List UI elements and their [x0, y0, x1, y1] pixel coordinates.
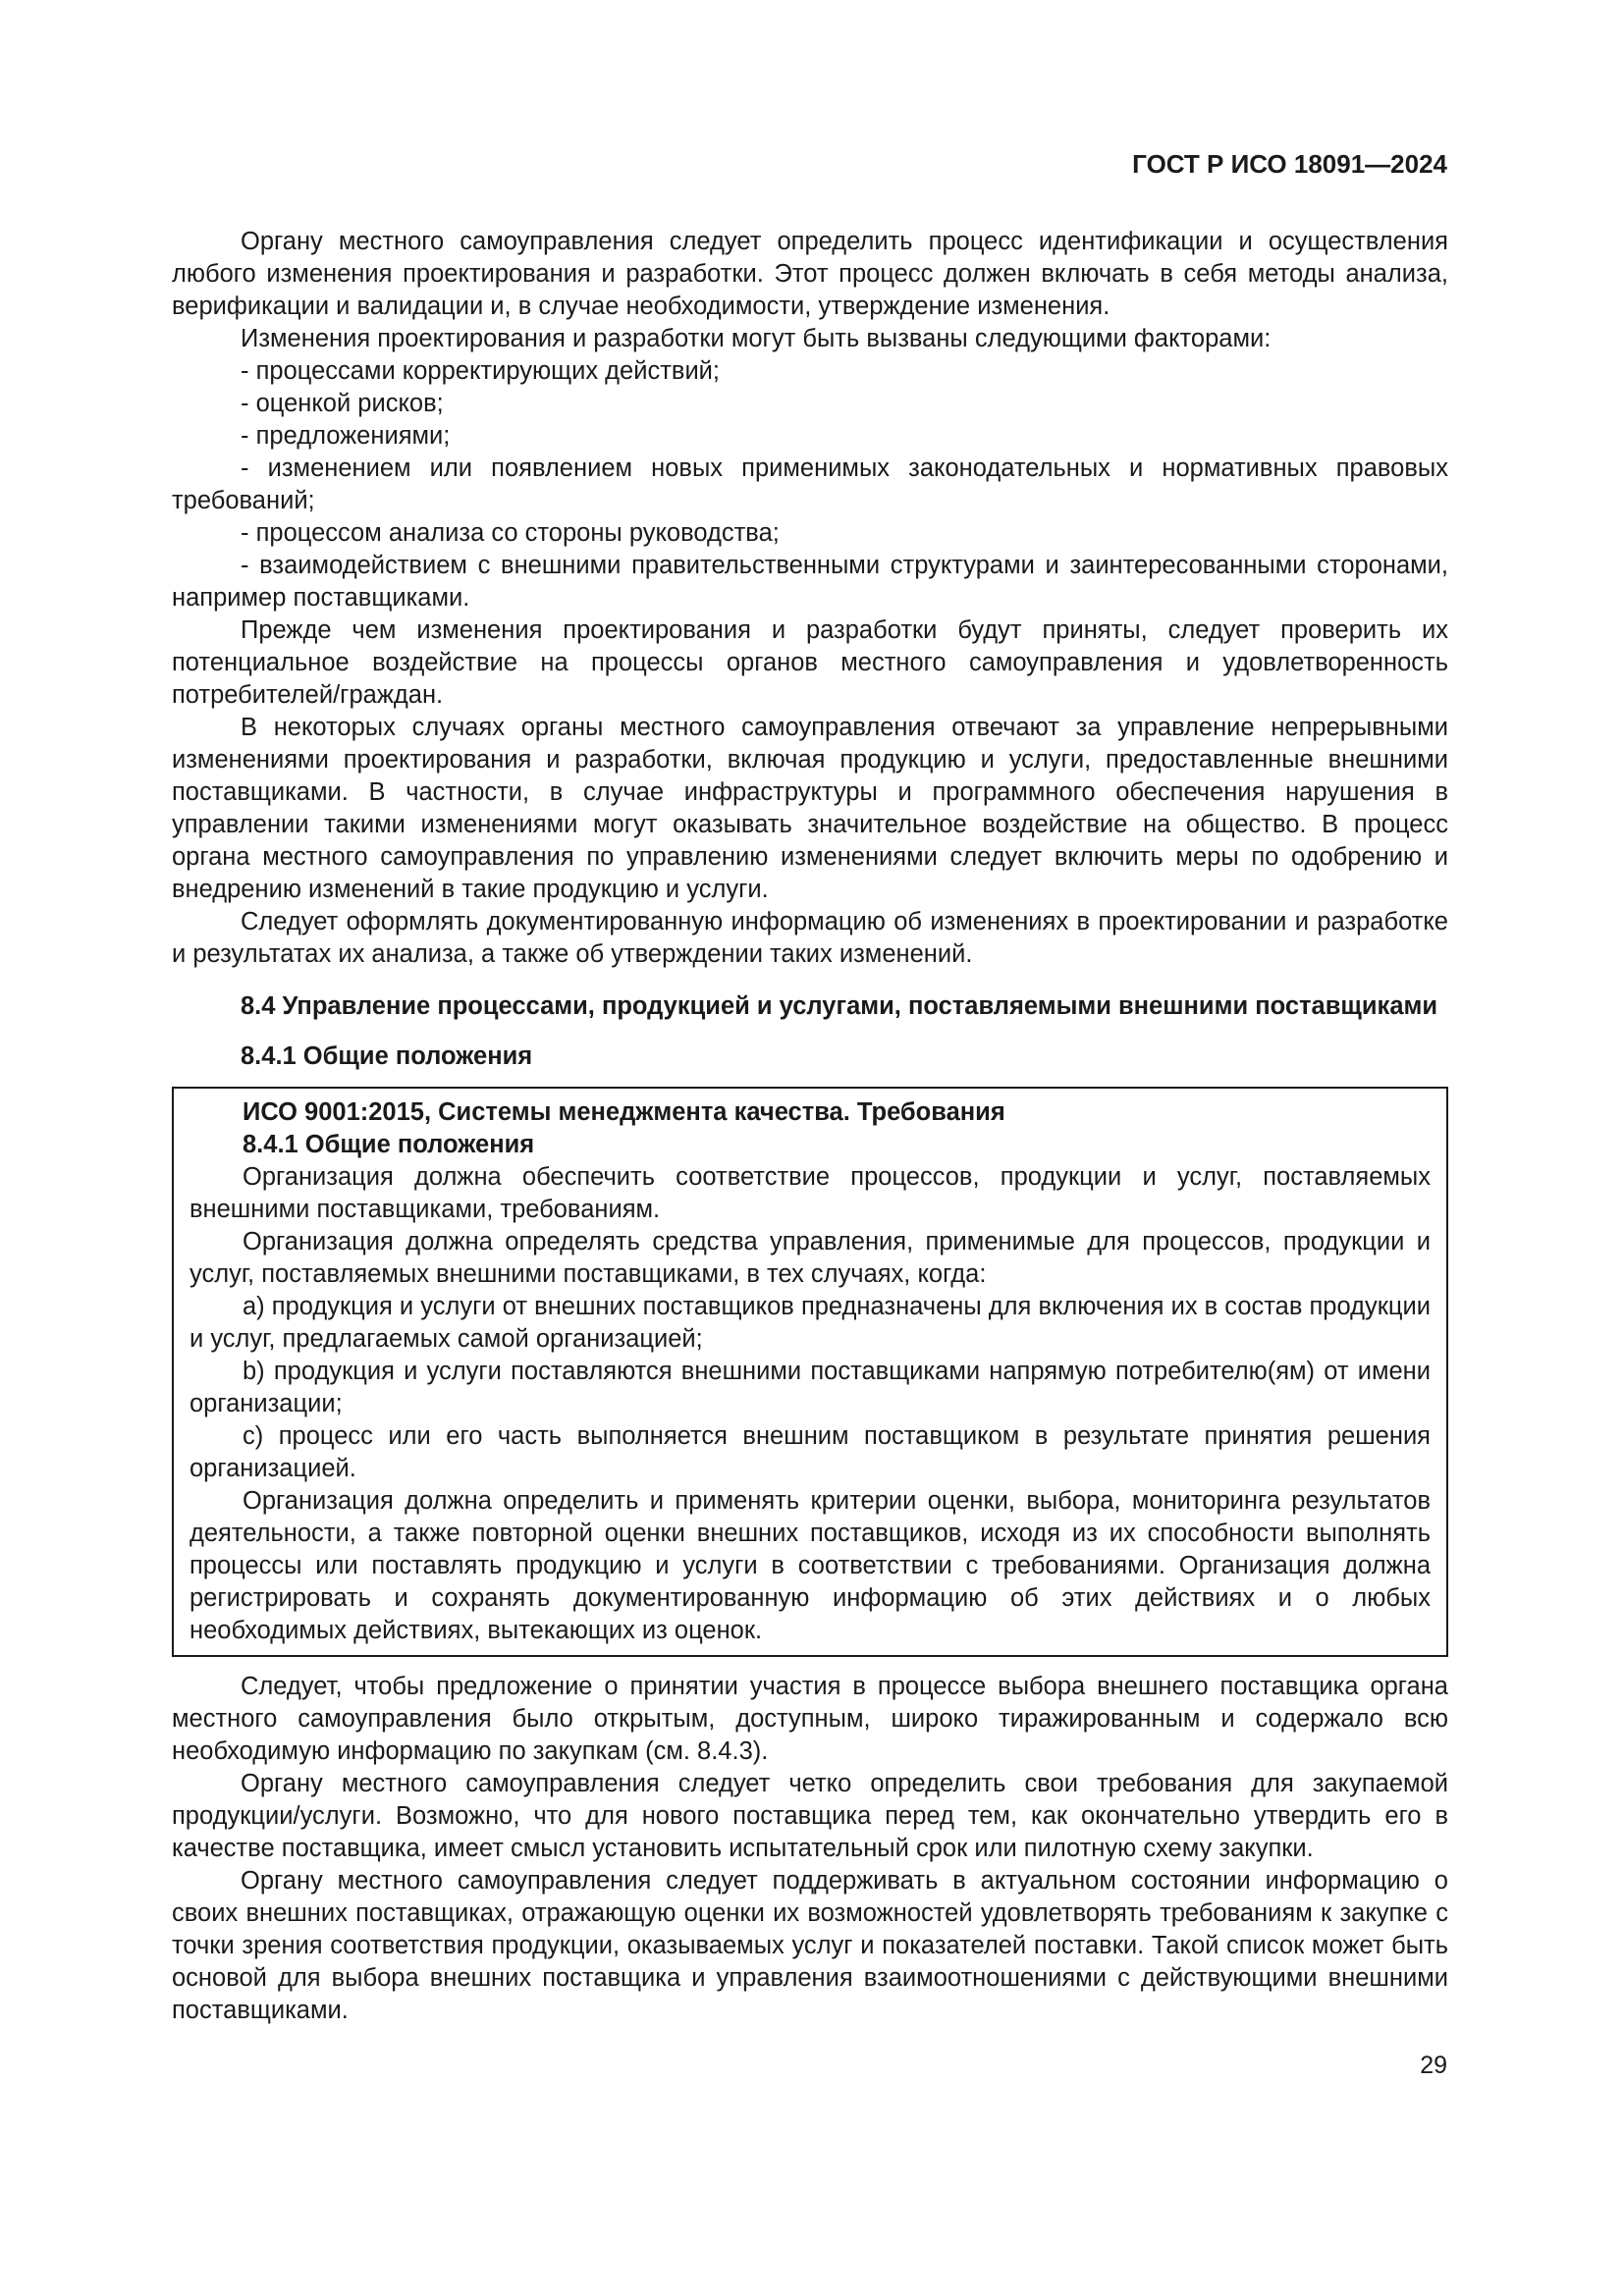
- quote-subtitle: 8.4.1 Общие положения: [243, 1131, 535, 1158]
- quote-title: ИСО 9001:2015, Системы менеджмента качества. Требования: [243, 1098, 1005, 1126]
- quote-paragraph: Организация должна определять средства управления, применимые для процессов, продукции и услуг, поставляемых внешними поставщиками, в тех случаях, когда:: [189, 1228, 1431, 1288]
- list-item: - процессами корректирующих действий;: [241, 357, 721, 385]
- paragraph: Изменения проектирования и разработки могут быть вызваны следующими факторами:: [241, 325, 1272, 352]
- paragraph: Органу местного самоуправления следует определить процесс идентификации и осуществления любого изменения проектирования и разработки. Этот процесс должен включать в себя методы анализа, верификации и валидации и, в случае необходимости, утверждение изменения.: [172, 228, 1448, 320]
- iso-quote-box: [172, 1087, 1448, 1657]
- paragraph: Органу местного самоуправления следует четко определить свои требования для закупаемой продукции/услуги. Возможно, что для нового поставщика перед тем, как окончательно утвердить его в качестве поставщика, имеет смысл установить испытательный срок или пилотную схему закупки.: [172, 1770, 1448, 1862]
- document-code: ГОСТ Р ИСО 18091—2024: [1132, 149, 1447, 179]
- quote-list-item: a) продукция и услуги от внешних поставщиков предназначены для включения их в состав продукции и услуг, предлагаемых самой организацией;: [189, 1293, 1431, 1353]
- quote-list-item: c) процесс или его часть выполняется внешним поставщиком в результате принятия решения организацией.: [189, 1422, 1431, 1482]
- paragraph: Органу местного самоуправления следует поддерживать в актуальном состоянии информацию о своих внешних поставщиках, отражающую оценки их возможностей удовлетворять требованиям к закупке с точки зрения соответствия продукции, оказываемых услуг и показателей поставки. Такой список может быть основой для выбора внешних поставщика и управления взаимоотношениями с действующими внешними поставщиками.: [172, 1867, 1448, 2024]
- quote-paragraph: Организация должна обеспечить соответствие процессов, продукции и услуг, поставляемых внешними поставщиками, требованиям.: [189, 1163, 1431, 1223]
- list-item: - оценкой рисков;: [241, 390, 444, 417]
- page-number: 29: [1420, 2052, 1447, 2079]
- section-heading-8-4: 8.4 Управление процессами, продукцией и услугами, поставляемыми внешними поставщиками: [241, 992, 1438, 1020]
- paragraph: Следует оформлять документированную информацию об изменениях в проектировании и разработке и результатах их анализа, а также об утверждении таких изменений.: [172, 908, 1448, 968]
- list-item: - изменением или появлением новых применимых законодательных и нормативных правовых требований;: [172, 454, 1448, 514]
- paragraph: Прежде чем изменения проектирования и разработки будут приняты, следует проверить их потенциальное воздействие на процессы органов местного самоуправления и удовлетворенность потребителей/граждан.: [172, 616, 1448, 709]
- section-heading-8-4-1: 8.4.1 Общие положения: [241, 1042, 533, 1070]
- paragraph: Следует, чтобы предложение о принятии участия в процессе выбора внешнего поставщика органа местного самоуправления было открытым, доступным, широко тиражированным и содержало всю необходимую информацию по закупкам (см. 8.4.3).: [172, 1673, 1448, 1765]
- quote-list-item: b) продукция и услуги поставляются внешними поставщиками напрямую потребителю(ям) от имени организации;: [189, 1358, 1431, 1417]
- page-content: [172, 226, 1448, 2027]
- paragraph: В некоторых случаях органы местного самоуправления отвечают за управление непрерывными изменениями проектирования и разработки, включая продукцию и услуги, предоставленные внешними поставщиками. В частности, в случае инфраструктуры и программного обеспечения нарушения в управлении такими изменениями могут оказывать значительное воздействие на общество. В процесс органа местного самоуправления по управлению изменениями следует включить меры по одобрению и внедрению изменений в такие продукцию и услуги.: [172, 714, 1448, 903]
- list-item: - взаимодействием с внешними правительственными структурами и заинтересованными сторонами, например поставщиками.: [172, 552, 1448, 612]
- quote-paragraph: Организация должна определить и применять критерии оценки, выбора, мониторинга результатов деятельности, а также повторной оценки внешних поставщиков, исходя из их способности выполнять процессы или поставлять продукцию и услуги в соответствии с требованиями. Организация должна регистрировать и сохранять документированную информацию об этих действиях и о любых необходимых действиях, вытекающих из оценок.: [189, 1487, 1431, 1644]
- list-item: - предложениями;: [241, 422, 451, 450]
- list-item: - процессом анализа со стороны руководства;: [241, 519, 780, 547]
